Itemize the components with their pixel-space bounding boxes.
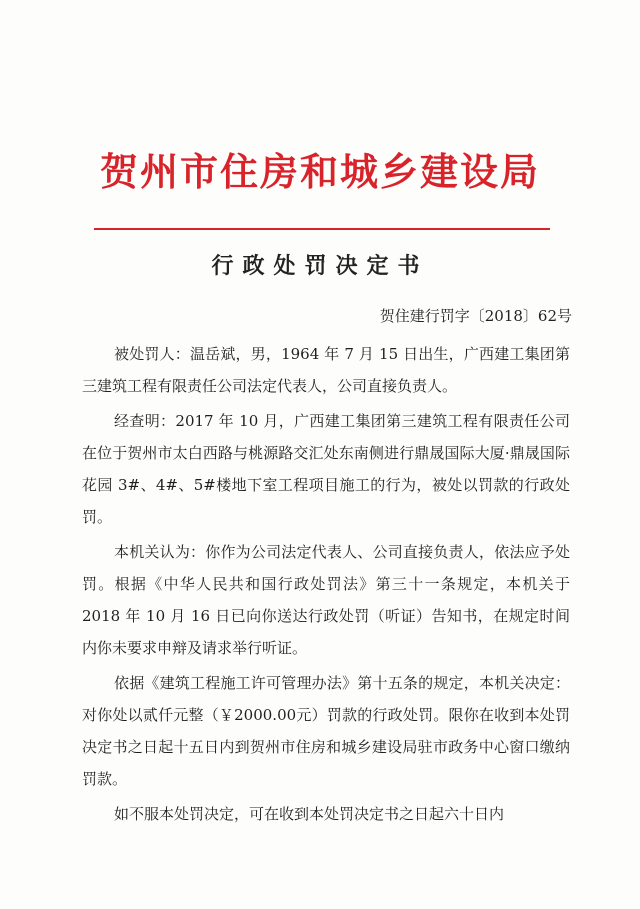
paragraph-penalized-party: 被处罚人：温岳斌，男，1964 年 7 月 15 日出生，广西建工集团第三建筑工程有限责任公司法定代表人，公司直接负责人。 — [82, 345, 570, 395]
paragraph-authority-opinion: 本机关认为：你作为公司法定代表人、公司直接负责人，依法应予处罚。根据《中华人民共和国行政处罚法》第三十一条规定，本机关于 2018 年 10 月 16 日已向你送达行政处罚（听证）告知书，在规定时间内你未要求申辩及请求举行听证。 — [82, 543, 570, 657]
document-number: 贺住建行罚字〔2018〕62号 — [379, 307, 572, 325]
document-body — [82, 338, 570, 830]
paragraph-decision: 依据《建筑工程施工许可管理办法》第十五条的规定，本机关决定：对你处以贰仟元整（￥2000.00元）罚款的行政处罚。限你在收到本处罚决定书之日起十五日内到贺州市住房和城乡建设局驻市政务中心窗口缴纳罚款。 — [82, 674, 570, 788]
paragraph-findings: 经查明：2017 年 10 月，广西建工集团第三建筑工程有限责任公司在位于贺州市太白西路与桃源路交汇处东南侧进行鼎晟国际大厦·鼎晟国际花园 3#、4#、5#楼地下室工程项目施工的行为，被处以罚款的行政处罚。 — [82, 412, 570, 526]
document-title: 行政处罚决定书 — [211, 254, 429, 279]
red-divider-line — [94, 228, 550, 230]
issuing-authority-header: 贺州市住房和城乡建设局 — [99, 149, 540, 194]
paragraph-appeal: 如不服本处罚决定，可在收到本处罚决定书之日起六十日内 — [114, 805, 505, 823]
